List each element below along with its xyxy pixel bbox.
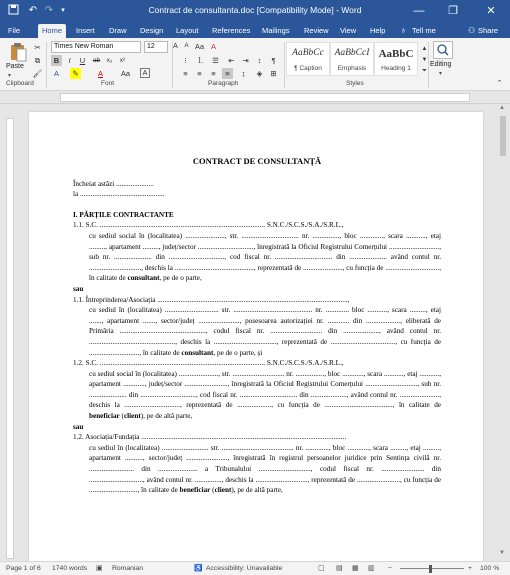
restore-button[interactable]: ❐ [448,5,458,17]
separator [284,42,285,88]
style-name: Heading 1 [381,65,411,72]
show-formatting-icon[interactable]: ¶ [271,56,276,65]
tab-design[interactable]: Design [140,26,164,35]
style-name: ¶ Caption [294,65,322,72]
tab-mailings[interactable]: Mailings [262,26,290,35]
style-name: Emphasis [337,65,367,72]
horizontal-ruler[interactable] [0,91,510,104]
highlight-icon[interactable]: ✎ [70,68,81,79]
collapse-ribbon-icon[interactable]: ⌃ [496,80,503,87]
clause-body: cu sediul social în (localitatea) ......................, str. ............................. nr. ................, bloc ............, scara ..........., etaj ..........., apartament ............, județ/sector ........................, înregistrată la Oficiul Registrului Comerțului ............................., sub nr. ..................... din ..............................., cod fiscal nr. ................................ din ...................., având contul nr. ......................, deschis la ..............................., reprezentată de ..................., cu funcția de ......................................, în calitate de beneficiar (client), pe de altă parte, [89,369,441,421]
ribbon [0,38,510,91]
superscript-button[interactable]: x² [119,57,126,64]
increase-indent-icon[interactable]: ⇥ [242,56,249,65]
text-effects-icon[interactable]: A [53,69,59,78]
align-center-icon[interactable]: ≡ [197,69,202,78]
customize-qat-icon[interactable]: ▾ [61,7,65,14]
subscript-button[interactable]: x₂ [106,57,113,64]
clause-lead: 1.2. S.C. ............................................................................................ S.N.C./S.C.S./S.A./S.R.L., [73,359,344,368]
style-caption[interactable] [286,42,330,76]
styles-scroll-down-icon[interactable]: ▼ [421,57,428,63]
accessibility-status[interactable]: Accessibility: Unavailable [206,565,283,572]
font-size-box[interactable]: 12 [144,41,168,53]
underline-button[interactable]: U [79,56,86,65]
vertical-scrollbar[interactable] [496,104,510,561]
editing-button[interactable]: Editing [430,61,452,68]
format-painter-icon[interactable]: 🖌 [32,69,43,78]
role-text: beneficiar [179,486,211,495]
clause-text: cu sediul în (localitatea) .......................... str. ........................................ nr. ............., bloc ............, scara ........., etaj ........., apartament .........., sector/județ ......................., înregistrată în registrul persoanelor juridice prin Sentința civilă nr. ......................... din ...................... a Tribunalului ............................., codul fiscal nr. ........................ din .............................., având contul nr. ..............., deschis la ............................., reprezentată de ........................, cu funcția de ..........................., în calitate de [89,443,441,495]
or-separator: sau [73,284,84,293]
focus-mode-icon[interactable]: ▢ [318,565,325,572]
clipboard-group-label: Clipboard [6,80,34,87]
font-group-label: Font [101,80,115,87]
style-sample: AaBbC [378,48,414,60]
sort-icon[interactable]: ↕ [257,56,262,65]
zoom-out-icon[interactable]: − [388,565,392,572]
numbering-icon[interactable]: ⒈ [196,56,205,65]
tell-me-box[interactable]: Tell me [412,26,436,35]
tab-draw[interactable]: Draw [109,26,127,35]
paste-icon[interactable] [8,42,28,62]
separator [172,42,173,88]
role-text: client [214,486,232,495]
clause-lead: 1.1. S.C. ............................................................................................ S.N.C./S.C.S./S.A./S.R.L., [73,221,344,230]
separator [46,42,47,88]
section-heading: I. PĂRȚILE CONTRACTANTE [73,210,174,219]
tab-view[interactable]: View [340,26,357,35]
share-button[interactable]: Share [478,26,499,35]
or-separator: sau [73,422,84,431]
zoom-slider[interactable] [400,568,464,569]
paste-dropdown-icon[interactable]: ▾ [8,73,12,79]
clause-body [73,305,441,358]
clause-body [73,231,441,284]
ruler-strip [6,118,14,559]
align-left-icon[interactable]: ≡ [183,69,188,78]
role-text: client [123,412,141,421]
font-size-icon[interactable]: Aa [120,69,131,78]
doc-line: la ............................................... [73,190,165,199]
role-text: beneficiar [89,412,120,421]
bullets-icon[interactable]: ⁝ [184,56,187,65]
paste-button[interactable]: Paste [6,63,24,70]
scrollbar-thumb[interactable] [500,116,506,156]
word-count[interactable]: 1740 words [52,565,88,572]
accessibility-icon[interactable]: ♿ [194,565,203,572]
grow-font-icon[interactable]: A [173,43,178,50]
style-emphasis[interactable] [330,42,374,76]
shading-icon[interactable]: ◈ [256,69,263,78]
scroll-down-icon[interactable]: ▼ [499,550,505,556]
page-count[interactable]: Page 1 of 6 [6,565,41,572]
bold-button[interactable]: B [51,55,62,66]
spacer [73,200,441,210]
search-icon[interactable] [433,41,453,59]
clause-text: cu sediul social în (localitatea) ......................, str. ............................. nr. ................, bloc ............, scara ..........., etaj ..........., apartament ............, județ/sector ........................, înregistrată la Oficiul Registrului Comerțului ............................., sub nr. ..................... din ..............................., cod fiscal nr. ................................ din ...................., având contul nr. ......................, deschis la ..............................., reprezentată de ..................., cu funcția de ......................................, în calitate de [89,369,441,410]
read-mode-icon[interactable]: ▤ [336,565,343,572]
window-title: Contract de consultanta.doc [Compatibility Mode] - Word [148,5,362,15]
decrease-indent-icon[interactable]: ⇤ [228,56,235,65]
styles-scroll-up-icon[interactable]: ▲ [421,46,428,52]
style-heading-1[interactable] [374,42,418,76]
style-sample: AaBbCcI [334,48,370,58]
paragraph-group-label: Paragraph [208,80,239,87]
undo-icon[interactable]: ↶ [28,5,38,16]
close-button[interactable]: ✕ [486,5,496,17]
minimize-button[interactable]: — [413,5,425,17]
web-layout-icon[interactable]: ▥ [368,565,375,572]
justify-icon[interactable]: ≡ [222,68,233,79]
shrink-font-icon[interactable]: A [184,43,189,49]
copy-icon[interactable]: ⧉ [34,56,41,65]
document-page[interactable] [29,112,483,563]
clause-lead: 1.2. Asociația/Fundația .................................................................................................................. [73,433,347,442]
clause-lead: 1.1. Întreprinderea/Asociația .........................................................................................................., [73,295,350,304]
separator [428,42,429,88]
tab-review[interactable]: Review [304,26,329,35]
proofing-icon[interactable]: ▣ [96,565,103,572]
zoom-level[interactable]: 100 % [480,565,500,572]
redo-icon[interactable]: ↷ [44,5,54,16]
role-text: consultant [127,274,160,283]
font-name-box[interactable]: Times New Roman [51,41,141,53]
zoom-in-icon[interactable]: + [468,565,472,572]
line-spacing-icon[interactable]: ↨ [241,69,246,78]
zoom-slider-thumb[interactable] [429,565,432,573]
italic-button[interactable]: I [68,56,71,65]
tab-references[interactable]: References [212,26,251,35]
ruler-strip [60,93,470,102]
char-shading-icon[interactable]: A [140,68,150,78]
change-case-icon[interactable]: Aa [194,42,205,51]
tab-layout[interactable]: Layout [176,26,199,35]
lightbulb-icon[interactable]: ♁ [400,25,407,35]
vertical-ruler[interactable] [4,104,16,559]
document-body[interactable] [73,156,441,496]
clause-text: cu sediul în (localitatea) .............................. str. ............................................ nr. ............. bloc ..........., scara ........., etaj ......., apartament ......., sector/județ ......................., posesoarea autorizației nr. ............ din ..................., eliberată de Primăria ................................................, codul fiscal nr. ............................. din ...................., având contul nr. ................................................, deschis la ..................................., reprezentată de ...................................., cu funcția de ............................, în calitate de [89,306,441,357]
styles-group-label: Styles [346,80,364,87]
style-sample: AaBbCc [292,48,324,58]
borders-icon[interactable]: ⊞ [270,69,277,78]
ribbon-tabs [0,22,510,38]
clause-text: ), pe de altă parte, [140,412,193,421]
clause-text: , pe de o parte, [159,274,202,283]
clause-body: cu sediul în (localitatea) .......................... str. ........................................ nr. ............., bloc ............, scara ........., etaj ........., apartament .........., sector/județ ......................., înregistrată în registrul persoanelor juridice prin Sentința civilă nr. ......................... din ...................... a Tribunalului ............................., codul fiscal nr. ........................ din .............................., având contul nr. ..............., deschis la ............................., reprezentată de ........................, cu funcția de ..........................., în calitate de beneficiar (client), pe de altă parte, [89,443,441,495]
tab-file[interactable]: File [8,26,21,35]
editing-dropdown-icon[interactable]: ▾ [439,71,443,77]
font-color-icon[interactable]: A [97,69,103,78]
title-bar [0,0,510,22]
clause-text: cu sediul social în (localitatea) ......................, str. ................................ nr. ..............., bloc ............., scara ..........., etaj ........., apartament ........., județ/sector ..............................., înregistrată la Oficiul Registrului Comerțului ............................, sub nr. ..................... din ..............................., cod fiscal nr. ................................ din ..................... având contul nr. ............................., deschis la ............................................, reprezentată de ......................, cu funcția de .............................., în calitate de [89,231,441,283]
align-right-icon[interactable]: ≡ [211,69,216,78]
status-bar [0,561,510,575]
tab-insert[interactable]: Insert [76,26,95,35]
strikethrough-button[interactable]: ab [92,57,101,64]
language[interactable]: Romanian [112,565,143,572]
print-layout-icon[interactable]: ▦ [352,565,359,572]
styles-more-icon[interactable]: ⏷ [422,68,427,74]
scroll-up-icon[interactable]: ▲ [499,105,505,111]
doc-line: Încheiat astăzi ..................... [73,179,154,188]
share-icon[interactable]: ⚇ [468,26,476,35]
clause-text: , pe de o parte, și [213,348,263,357]
doc-title: CONTRACT DE CONSULTANȚĂ [192,156,322,166]
tab-home[interactable]: Home [38,24,66,38]
cut-icon[interactable]: ✂ [34,43,41,52]
tab-help[interactable]: Help [370,26,386,35]
clear-formatting-icon[interactable]: A [210,42,216,51]
role-text: consultant [181,348,214,357]
multilevel-list-icon[interactable]: ☰ [212,56,219,65]
clause-text: ), pe de altă parte, [231,486,283,495]
